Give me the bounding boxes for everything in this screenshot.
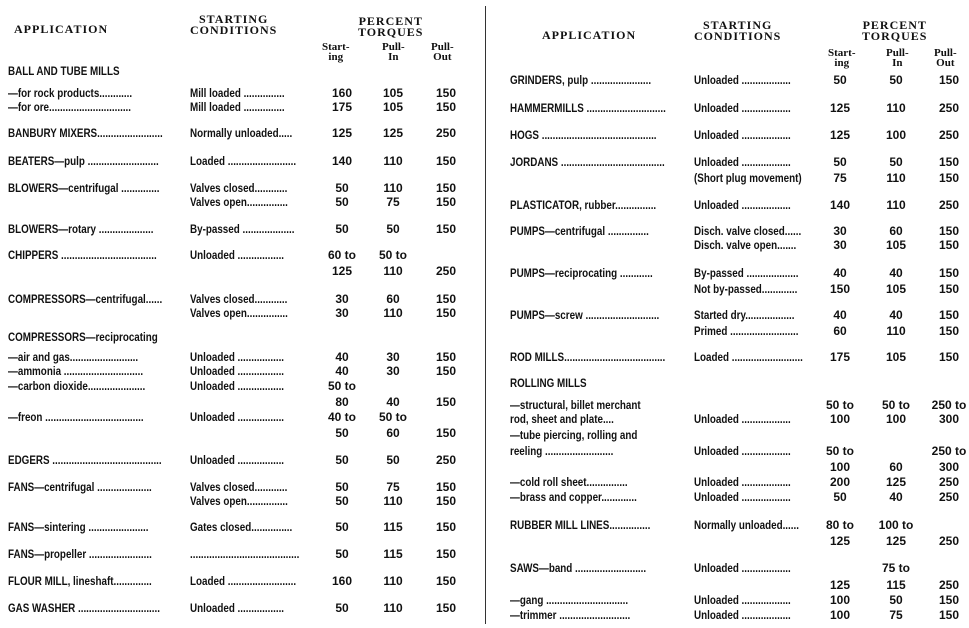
table-row bbox=[0, 248, 480, 262]
pull-out-torque-cell: 150 bbox=[435, 364, 457, 378]
condition-cell: Unloaded .................. bbox=[694, 101, 791, 115]
pull-out-torque-cell: 150 bbox=[435, 395, 457, 409]
pull-in-torque-cell: 75 bbox=[889, 608, 903, 622]
table-row bbox=[0, 181, 480, 195]
condition-cell: Unloaded .................. bbox=[694, 561, 791, 575]
pull-in-torque-cell: 30 bbox=[386, 364, 400, 378]
application-cell: rod, sheet and plate.... bbox=[510, 412, 614, 426]
condition-cell: Primed ......................... bbox=[694, 324, 799, 338]
starting-torque-cell: 160 bbox=[331, 86, 353, 100]
header-application: APPLICATION bbox=[542, 28, 637, 42]
pull-in-torque-cell: 105 bbox=[885, 282, 907, 296]
table-row bbox=[0, 601, 480, 615]
starting-torque-cell: 100 bbox=[829, 608, 851, 622]
subheader-pull-out: Pull- Out bbox=[431, 41, 454, 63]
condition-cell: Valves closed............ bbox=[190, 480, 288, 494]
table-row bbox=[490, 428, 969, 442]
starting-torque-cell: 50 bbox=[335, 520, 349, 534]
application-cell: —air and gas......................... bbox=[8, 350, 139, 364]
pull-in-torque-cell: 40 bbox=[889, 308, 903, 322]
condition-cell: Unloaded ................. bbox=[190, 601, 285, 615]
pull-in-torque-cell: 125 bbox=[382, 126, 404, 140]
pull-in-torque-cell: 40 bbox=[889, 490, 903, 504]
pull-in-torque-cell: 75 to bbox=[881, 561, 910, 575]
application-cell: COMPRESSORS—reciprocating bbox=[8, 330, 158, 344]
table-row bbox=[490, 475, 969, 489]
pull-out-torque-cell: 150 bbox=[938, 171, 960, 185]
table-row bbox=[490, 324, 969, 338]
starting-torque-cell: 100 bbox=[829, 593, 851, 607]
table-row bbox=[0, 480, 480, 494]
application-cell: GAS WASHER .............................. bbox=[8, 601, 161, 615]
table-row bbox=[490, 398, 969, 412]
condition-cell: Valves open............... bbox=[190, 306, 288, 320]
starting-torque-cell: 40 to bbox=[327, 410, 356, 424]
pull-in-torque-cell: 110 bbox=[383, 306, 403, 320]
application-cell: BLOWERS—centrifugal .............. bbox=[8, 181, 160, 195]
application-cell: —brass and copper............. bbox=[510, 490, 637, 504]
starting-torque-cell: 125 bbox=[331, 264, 353, 278]
starting-torque-cell: 50 bbox=[335, 426, 349, 440]
starting-torque-cell: 200 bbox=[829, 475, 851, 489]
application-cell: SAWS—band .......................... bbox=[510, 561, 647, 575]
pull-in-torque-cell: 30 bbox=[386, 350, 400, 364]
table-row bbox=[490, 224, 969, 238]
table-row bbox=[490, 101, 969, 115]
starting-torque-cell: 50 to bbox=[825, 398, 854, 412]
pull-in-torque-cell: 100 bbox=[885, 128, 907, 142]
pull-out-torque-cell: 150 bbox=[435, 292, 457, 306]
table-row bbox=[0, 100, 480, 114]
condition-cell: ........................................ bbox=[190, 547, 300, 561]
table-row bbox=[0, 306, 480, 320]
table-row bbox=[490, 350, 969, 364]
condition-cell: Disch. valve closed...... bbox=[694, 224, 802, 238]
starting-torque-cell: 140 bbox=[829, 198, 851, 212]
pull-out-torque-cell: 150 bbox=[435, 480, 457, 494]
starting-torque-cell: 125 bbox=[829, 578, 851, 592]
header-percent-torques: PERCENT TORQUES bbox=[862, 18, 928, 43]
pull-in-torque-cell: 110 bbox=[383, 574, 403, 588]
pull-out-torque-cell: 150 bbox=[435, 520, 457, 534]
table-row bbox=[0, 395, 480, 409]
table-row bbox=[0, 126, 480, 140]
condition-cell: Not by-passed............. bbox=[694, 282, 798, 296]
starting-torque-cell: 50 to bbox=[825, 444, 854, 458]
pull-out-torque-cell: 150 bbox=[938, 266, 960, 280]
pull-out-torque-cell: 150 bbox=[938, 324, 960, 338]
application-cell: FANS—propeller ....................... bbox=[8, 547, 152, 561]
starting-torque-cell: 50 bbox=[833, 155, 847, 169]
pull-out-torque-cell: 150 bbox=[938, 282, 960, 296]
pull-out-torque-cell: 150 bbox=[435, 426, 457, 440]
pull-in-torque-cell: 50 bbox=[889, 73, 903, 87]
condition-cell: Mill loaded ............... bbox=[190, 86, 285, 100]
table-row bbox=[0, 364, 480, 378]
pull-out-torque-cell: 150 bbox=[938, 350, 960, 364]
pull-in-torque-cell: 125 bbox=[885, 475, 907, 489]
condition-cell: Unloaded ................. bbox=[190, 364, 285, 378]
table-row bbox=[490, 534, 969, 548]
table-row bbox=[490, 518, 969, 532]
table-row bbox=[0, 350, 480, 364]
pull-in-torque-cell: 50 bbox=[889, 155, 903, 169]
table-row bbox=[490, 171, 969, 185]
table-row bbox=[0, 494, 480, 508]
starting-torque-cell: 50 bbox=[335, 222, 349, 236]
starting-torque-cell: 50 bbox=[335, 181, 349, 195]
pull-out-torque-cell: 150 bbox=[435, 547, 457, 561]
starting-torque-cell: 50 bbox=[335, 547, 349, 561]
application-cell: —freon .................................... bbox=[8, 410, 144, 424]
pull-in-torque-cell: 100 to bbox=[878, 518, 914, 532]
application-cell: —ammonia ............................. bbox=[8, 364, 144, 378]
pull-in-torque-cell: 50 bbox=[889, 593, 903, 607]
pull-in-torque-cell: 115 bbox=[383, 520, 403, 534]
table-row bbox=[0, 379, 480, 393]
table-row bbox=[0, 410, 480, 424]
condition-cell: Unloaded .................. bbox=[694, 73, 791, 87]
application-cell: GRINDERS, pulp ...................... bbox=[510, 73, 652, 87]
table-row bbox=[0, 547, 480, 561]
pull-in-torque-cell: 60 bbox=[889, 224, 903, 238]
pull-out-torque-cell: 150 bbox=[435, 350, 457, 364]
application-cell: FANS—sintering ...................... bbox=[8, 520, 149, 534]
application-cell: BLOWERS—rotary .................... bbox=[8, 222, 154, 236]
pull-in-torque-cell: 105 bbox=[885, 350, 907, 364]
application-cell: EDGERS ........................................ bbox=[8, 453, 162, 467]
pull-out-torque-cell: 300 bbox=[938, 412, 960, 426]
table-row bbox=[490, 376, 969, 390]
condition-cell: By-passed ................... bbox=[694, 266, 799, 280]
table-row bbox=[0, 154, 480, 168]
starting-torque-cell: 80 bbox=[335, 395, 349, 409]
application-cell: BALL AND TUBE MILLS bbox=[8, 64, 120, 78]
pull-out-torque-cell: 250 bbox=[938, 475, 960, 489]
table-row bbox=[490, 198, 969, 212]
table-row bbox=[490, 282, 969, 296]
starting-torque-cell: 160 bbox=[331, 574, 353, 588]
pull-in-torque-cell: 40 bbox=[386, 395, 400, 409]
application-cell: BEATERS—pulp .......................... bbox=[8, 154, 159, 168]
starting-torque-cell: 30 bbox=[833, 224, 847, 238]
condition-cell: Disch. valve open....... bbox=[694, 238, 797, 252]
pull-in-torque-cell: 75 bbox=[386, 195, 400, 209]
application-cell: CHIPPERS ................................... bbox=[8, 248, 157, 262]
pull-in-torque-cell: 105 bbox=[382, 100, 404, 114]
condition-cell: Started dry.................. bbox=[694, 308, 795, 322]
pull-out-torque-cell: 150 bbox=[435, 100, 457, 114]
pull-in-torque-cell: 110 bbox=[886, 324, 906, 338]
table-row bbox=[0, 195, 480, 209]
pull-in-torque-cell: 50 bbox=[386, 453, 400, 467]
pull-in-torque-cell: 105 bbox=[885, 238, 907, 252]
application-cell: reeling ......................... bbox=[510, 444, 614, 458]
condition-cell: Valves closed............ bbox=[190, 292, 288, 306]
application-cell: PUMPS—reciprocating ............ bbox=[510, 266, 653, 280]
pull-out-torque-cell: 250 to bbox=[931, 398, 967, 412]
starting-torque-cell: 50 bbox=[335, 195, 349, 209]
pull-out-torque-cell: 150 bbox=[938, 73, 960, 87]
table-row bbox=[490, 308, 969, 322]
pull-in-torque-cell: 115 bbox=[886, 578, 906, 592]
table-row bbox=[490, 73, 969, 87]
condition-cell: Unloaded ................. bbox=[190, 248, 285, 262]
application-cell: ROLLING MILLS bbox=[510, 376, 587, 390]
pull-in-torque-cell: 105 bbox=[382, 86, 404, 100]
application-cell: —carbon dioxide..................... bbox=[8, 379, 146, 393]
table-row bbox=[490, 266, 969, 280]
pull-out-torque-cell: 250 bbox=[435, 453, 457, 467]
application-cell: FLOUR MILL, lineshaft.............. bbox=[8, 574, 152, 588]
starting-torque-cell: 125 bbox=[829, 128, 851, 142]
table-row bbox=[0, 292, 480, 306]
pull-out-torque-cell: 150 bbox=[435, 181, 457, 195]
pull-in-torque-cell: 60 bbox=[386, 292, 400, 306]
starting-torque-cell: 50 bbox=[335, 494, 349, 508]
starting-torque-cell: 40 bbox=[335, 364, 349, 378]
condition-cell: Valves closed............ bbox=[190, 181, 288, 195]
condition-cell: Unloaded ................. bbox=[190, 453, 285, 467]
pull-in-torque-cell: 50 bbox=[386, 222, 400, 236]
subheader-starting: Start- ing bbox=[828, 47, 856, 69]
pull-in-torque-cell: 60 bbox=[386, 426, 400, 440]
pull-in-torque-cell: 110 bbox=[383, 601, 403, 615]
pull-in-torque-cell: 75 bbox=[386, 480, 400, 494]
starting-torque-cell: 140 bbox=[331, 154, 353, 168]
starting-torque-cell: 175 bbox=[829, 350, 851, 364]
condition-cell: By-passed ................... bbox=[190, 222, 295, 236]
table-row bbox=[0, 222, 480, 236]
application-cell: —structural, billet merchant bbox=[510, 398, 641, 412]
pull-out-torque-cell: 150 bbox=[938, 608, 960, 622]
table-row bbox=[490, 444, 969, 458]
application-cell: HOGS .......................................... bbox=[510, 128, 657, 142]
condition-cell: Normally unloaded..... bbox=[190, 126, 293, 140]
pull-out-torque-cell: 250 bbox=[938, 578, 960, 592]
condition-cell: Loaded ......................... bbox=[190, 574, 297, 588]
application-cell: —tube piercing, rolling and bbox=[510, 428, 638, 442]
header-application: APPLICATION bbox=[14, 22, 109, 36]
application-cell: —for rock products............ bbox=[8, 86, 133, 100]
application-cell: —gang .............................. bbox=[510, 593, 629, 607]
table-row bbox=[490, 593, 969, 607]
subheader-pull-out: Pull- Out bbox=[934, 47, 957, 69]
application-cell: PLASTICATOR, rubber............... bbox=[510, 198, 657, 212]
starting-torque-cell: 50 bbox=[335, 453, 349, 467]
application-cell: JORDANS ...................................... bbox=[510, 155, 665, 169]
pull-out-torque-cell: 150 bbox=[435, 154, 457, 168]
pull-out-torque-cell: 250 to bbox=[931, 444, 967, 458]
pull-in-torque-cell: 100 bbox=[885, 412, 907, 426]
starting-torque-cell: 50 bbox=[833, 73, 847, 87]
table-row bbox=[0, 520, 480, 534]
pull-out-torque-cell: 150 bbox=[435, 494, 457, 508]
condition-cell: Valves open............... bbox=[190, 494, 288, 508]
pull-in-torque-cell: 110 bbox=[383, 154, 403, 168]
pull-out-torque-cell: 150 bbox=[435, 86, 457, 100]
pull-out-torque-cell: 150 bbox=[435, 574, 457, 588]
application-cell: FANS—centrifugal .................... bbox=[8, 480, 152, 494]
starting-torque-cell: 50 bbox=[833, 490, 847, 504]
header-starting-conditions: STARTING CONDITIONS bbox=[190, 12, 278, 37]
application-cell: PUMPS—centrifugal ............... bbox=[510, 224, 649, 238]
pull-in-torque-cell: 50 to bbox=[881, 398, 910, 412]
pull-in-torque-cell: 50 to bbox=[378, 248, 407, 262]
starting-torque-cell: 40 bbox=[833, 266, 847, 280]
condition-cell: (Short plug movement) bbox=[694, 171, 802, 185]
application-cell: —trimmer .......................... bbox=[510, 608, 631, 622]
pull-out-torque-cell: 150 bbox=[938, 308, 960, 322]
condition-cell: Unloaded ................. bbox=[190, 410, 285, 424]
starting-torque-cell: 125 bbox=[331, 126, 353, 140]
condition-cell: Mill loaded ............... bbox=[190, 100, 285, 114]
starting-torque-cell: 40 bbox=[833, 308, 847, 322]
header-starting-conditions: STARTING CONDITIONS bbox=[694, 18, 782, 43]
starting-torque-cell: 175 bbox=[331, 100, 353, 114]
subheader-pull-in: Pull- In bbox=[382, 41, 405, 63]
pull-in-torque-cell: 125 bbox=[885, 534, 907, 548]
condition-cell: Unloaded .................. bbox=[694, 412, 791, 426]
pull-out-torque-cell: 250 bbox=[938, 101, 960, 115]
subheader-pull-in: Pull- In bbox=[886, 47, 909, 69]
pull-out-torque-cell: 150 bbox=[938, 155, 960, 169]
condition-cell: Normally unloaded...... bbox=[694, 518, 799, 532]
starting-torque-cell: 60 bbox=[833, 324, 847, 338]
pull-out-torque-cell: 250 bbox=[938, 198, 960, 212]
starting-torque-cell: 50 bbox=[335, 480, 349, 494]
application-cell: RUBBER MILL LINES............... bbox=[510, 518, 651, 532]
starting-torque-cell: 150 bbox=[829, 282, 851, 296]
application-cell: BANBURY MIXERS........................ bbox=[8, 126, 163, 140]
pull-out-torque-cell: 150 bbox=[435, 306, 457, 320]
pull-in-torque-cell: 110 bbox=[383, 494, 403, 508]
condition-cell: Unloaded .................. bbox=[694, 128, 791, 142]
table-row bbox=[0, 64, 480, 78]
pull-in-torque-cell: 110 bbox=[383, 264, 403, 278]
starting-torque-cell: 40 bbox=[335, 350, 349, 364]
condition-cell: Unloaded ................. bbox=[190, 379, 285, 393]
left-table bbox=[0, 0, 480, 628]
application-cell: COMPRESSORS—centrifugal...... bbox=[8, 292, 163, 306]
condition-cell: Loaded ......................... bbox=[190, 154, 297, 168]
starting-torque-cell: 60 to bbox=[327, 248, 356, 262]
condition-cell: Unloaded .................. bbox=[694, 155, 791, 169]
table-row bbox=[490, 238, 969, 252]
starting-torque-cell: 100 bbox=[829, 460, 851, 474]
table-row bbox=[0, 264, 480, 278]
application-cell: HAMMERMILLS ............................. bbox=[510, 101, 666, 115]
application-cell: PUMPS—screw ........................... bbox=[510, 308, 660, 322]
pull-out-torque-cell: 150 bbox=[938, 238, 960, 252]
pull-out-torque-cell: 150 bbox=[435, 195, 457, 209]
condition-cell: Unloaded .................. bbox=[694, 593, 791, 607]
starting-torque-cell: 100 bbox=[829, 412, 851, 426]
starting-torque-cell: 125 bbox=[829, 101, 851, 115]
pull-out-torque-cell: 150 bbox=[938, 224, 960, 238]
condition-cell: Unloaded .................. bbox=[694, 444, 791, 458]
pull-out-torque-cell: 150 bbox=[435, 222, 457, 236]
right-table bbox=[490, 0, 969, 628]
application-cell: —cold roll sheet............... bbox=[510, 475, 628, 489]
table-row bbox=[490, 460, 969, 474]
pull-out-torque-cell: 250 bbox=[938, 534, 960, 548]
application-cell: ROD MILLS..................................... bbox=[510, 350, 666, 364]
column-divider bbox=[485, 6, 486, 624]
table-row bbox=[0, 453, 480, 467]
subheader-starting: Start- ing bbox=[322, 41, 350, 63]
pull-in-torque-cell: 110 bbox=[383, 181, 403, 195]
pull-in-torque-cell: 50 to bbox=[378, 410, 407, 424]
pull-out-torque-cell: 250 bbox=[938, 128, 960, 142]
table-row bbox=[490, 578, 969, 592]
condition-cell: Unloaded .................. bbox=[694, 608, 791, 622]
application-cell: —for ore.............................. bbox=[8, 100, 132, 114]
pull-out-torque-cell: 150 bbox=[435, 601, 457, 615]
condition-cell: Gates closed............... bbox=[190, 520, 293, 534]
pull-in-torque-cell: 110 bbox=[886, 198, 906, 212]
condition-cell: Loaded .......................... bbox=[694, 350, 803, 364]
pull-out-torque-cell: 150 bbox=[938, 593, 960, 607]
table-row bbox=[0, 574, 480, 588]
starting-torque-cell: 80 to bbox=[825, 518, 854, 532]
table-row bbox=[490, 608, 969, 622]
pull-in-torque-cell: 60 bbox=[889, 460, 903, 474]
pull-out-torque-cell: 250 bbox=[938, 490, 960, 504]
pull-in-torque-cell: 40 bbox=[889, 266, 903, 280]
condition-cell: Valves open............... bbox=[190, 195, 288, 209]
condition-cell: Unloaded ................. bbox=[190, 350, 285, 364]
starting-torque-cell: 125 bbox=[829, 534, 851, 548]
pull-in-torque-cell: 110 bbox=[886, 171, 906, 185]
starting-torque-cell: 50 to bbox=[327, 379, 356, 393]
table-row bbox=[490, 155, 969, 169]
condition-cell: Unloaded .................. bbox=[694, 198, 791, 212]
starting-torque-cell: 75 bbox=[833, 171, 847, 185]
table-row bbox=[490, 561, 969, 575]
pull-out-torque-cell: 250 bbox=[435, 264, 457, 278]
table-row bbox=[0, 86, 480, 100]
starting-torque-cell: 30 bbox=[335, 306, 349, 320]
condition-cell: Unloaded .................. bbox=[694, 475, 791, 489]
starting-torque-cell: 50 bbox=[335, 601, 349, 615]
condition-cell: Unloaded .................. bbox=[694, 490, 791, 504]
table-row bbox=[490, 412, 969, 426]
pull-out-torque-cell: 250 bbox=[435, 126, 457, 140]
header-percent-torques: PERCENT TORQUES bbox=[358, 14, 424, 39]
pull-in-torque-cell: 115 bbox=[383, 547, 403, 561]
pull-out-torque-cell: 300 bbox=[938, 460, 960, 474]
table-row bbox=[490, 490, 969, 504]
table-row bbox=[0, 426, 480, 440]
table-row bbox=[0, 330, 480, 344]
table-row bbox=[490, 128, 969, 142]
starting-torque-cell: 30 bbox=[833, 238, 847, 252]
starting-torque-cell: 30 bbox=[335, 292, 349, 306]
pull-in-torque-cell: 110 bbox=[886, 101, 906, 115]
